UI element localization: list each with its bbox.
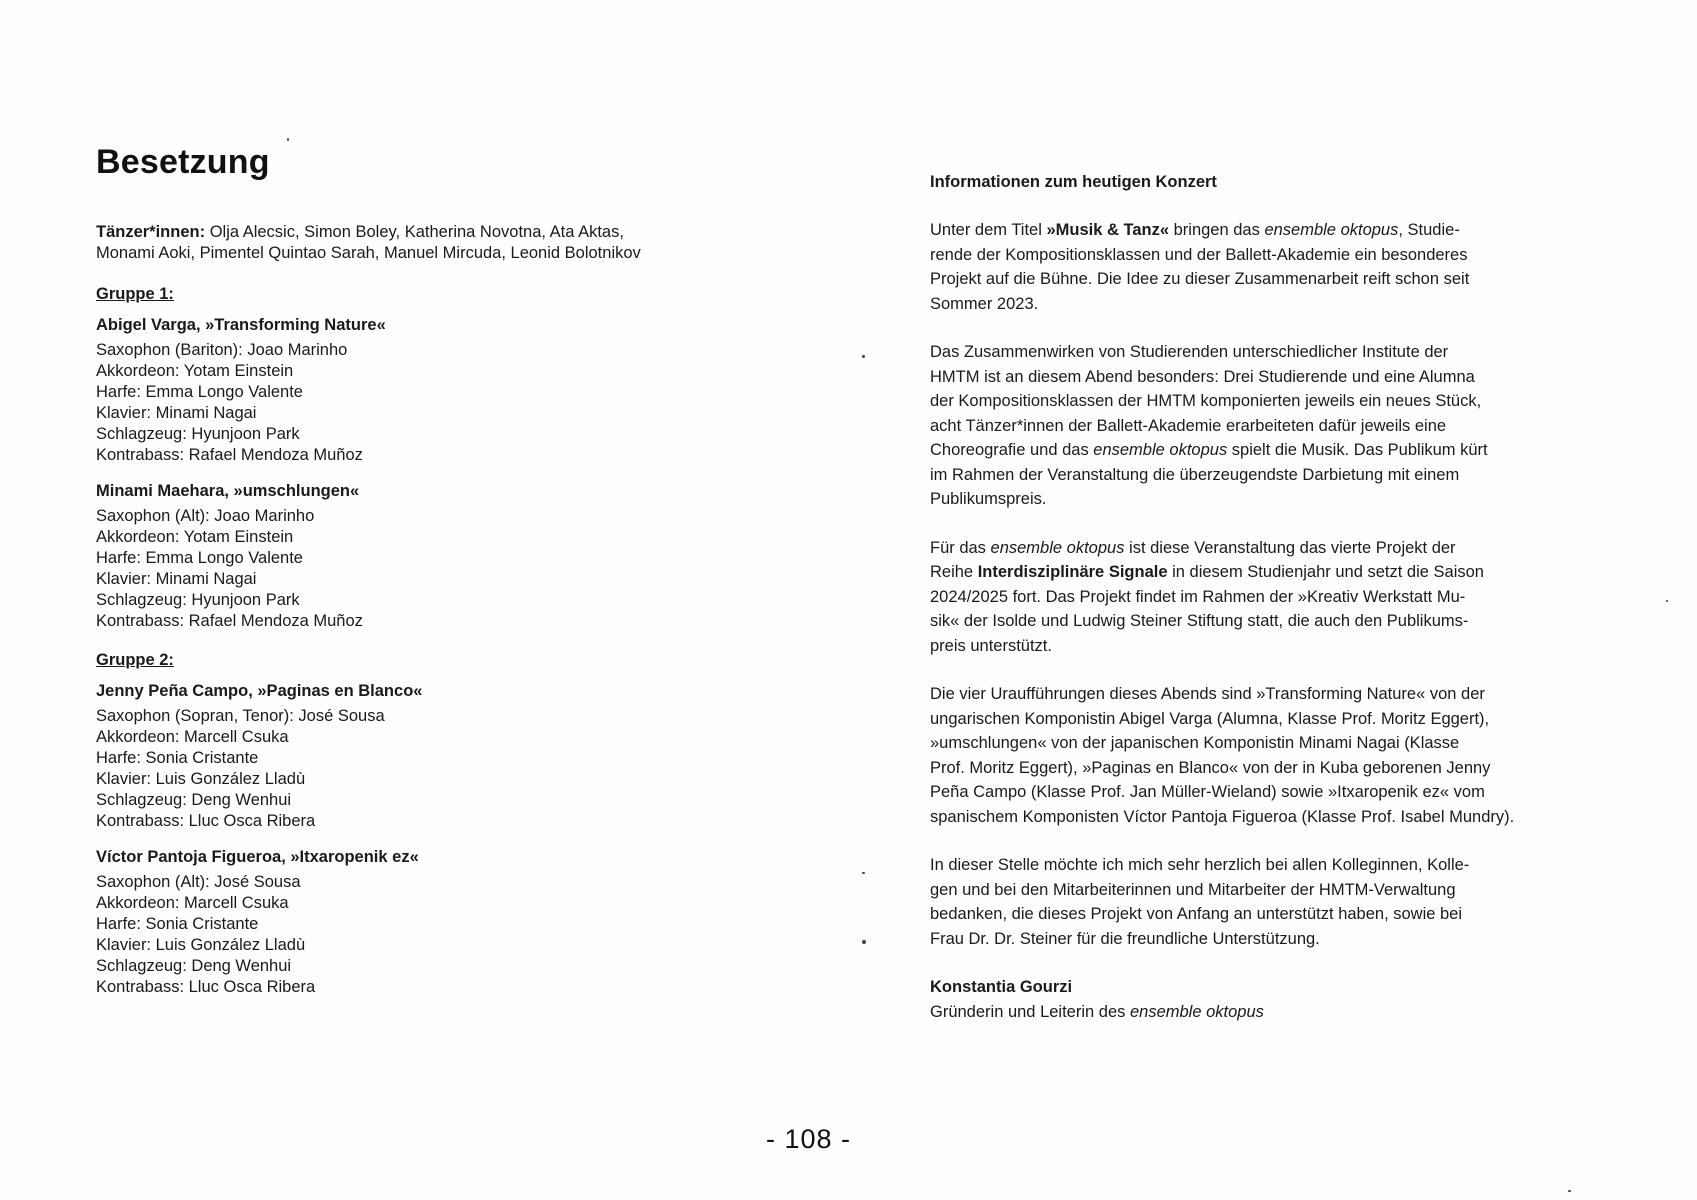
cast-line: Saxophon (Alt): José Sousa — [96, 873, 301, 891]
cast-line: Schlagzeug: Hyunjoon Park — [96, 425, 300, 443]
ensemble-name: ensemble oktopus — [1093, 441, 1228, 459]
cast-line: Harfe: Emma Longo Valente — [96, 383, 303, 401]
cast-line: Saxophon (Sopran, Tenor): José Sousa — [96, 707, 385, 725]
cast-line: Kontrabass: Rafael Mendoza Muñoz — [96, 612, 363, 630]
text-line: spanischem Komponisten Víctor Pantoja Figueroa (Klasse Prof. Isabel Mundry). — [930, 807, 1515, 826]
cast-line: Akkordeon: Yotam Einstein — [96, 528, 294, 546]
info-column — [930, 170, 1530, 1024]
text-line: im Rahmen der Veranstaltung die überzeugendste Darbietung mit einem — [930, 465, 1460, 484]
paragraph-series — [930, 536, 1530, 659]
signature-name: Konstantia Gourzi — [930, 978, 1073, 996]
scan-speck — [862, 355, 865, 358]
text-line: bedanken, die dieses Projekt von Anfang an unterstützt haben, sowie bei — [930, 905, 1463, 923]
group-label: Gruppe 1: — [96, 285, 174, 303]
text-line: preis unterstützt. — [930, 636, 1052, 655]
piece-title: Abigel Varga, »Transforming Nature« — [96, 316, 386, 334]
piece-block — [96, 681, 736, 832]
piece-title: Minami Maehara, »umschlungen« — [96, 482, 360, 500]
page-number: - 108 - — [765, 1124, 852, 1154]
dancers-list — [96, 222, 736, 264]
text-line: Das Zusammenwirken von Studierenden unterschiedlicher Institute der — [930, 343, 1449, 361]
text-line: ungarischen Komponistin Abigel Varga (Alumna, Klasse Prof. Moritz Eggert), — [930, 709, 1490, 728]
text-line: 2024/2025 fort. Das Projekt findet im Rahmen der »Kreativ Werkstatt Mu- — [930, 587, 1466, 606]
signature-role — [930, 1000, 1530, 1025]
text-line: Sommer 2023. — [930, 294, 1039, 313]
cast-line: Akkordeon: Yotam Einstein — [96, 362, 294, 380]
cast-line: Kontrabass: Lluc Osca Ribera — [96, 812, 316, 830]
scan-speck — [287, 138, 289, 141]
piece-title: Víctor Pantoja Figueroa, »Itxaropenik ez« — [96, 848, 419, 866]
text-line: rende der Kompositionsklassen und der Ballett-Akademie ein besonderes — [930, 245, 1468, 264]
ensemble-name: ensemble oktopus — [1264, 221, 1399, 239]
text: in diesem Studienjahr und setzt die Saison — [1167, 563, 1484, 581]
group-label: Gruppe 2: — [96, 651, 174, 669]
text: , Studie- — [1398, 221, 1460, 239]
scan-speck — [1666, 600, 1668, 602]
piece-block — [96, 481, 736, 632]
cast-line: Klavier: Minami Nagai — [96, 570, 257, 588]
text-line: Prof. Moritz Eggert), »Paginas en Blanco« von der in Kuba geborenen Jenny — [930, 758, 1491, 777]
scan-speck — [1568, 1190, 1571, 1192]
text-line: Publikumspreis. — [930, 490, 1047, 508]
page-title: Besetzung — [96, 143, 270, 181]
text: spielt die Musik. Das Publikum kürt — [1227, 441, 1488, 459]
cast-line: Schlagzeug: Deng Wenhui — [96, 791, 292, 809]
cast-line: Harfe: Emma Longo Valente — [96, 549, 303, 567]
cast-line: Akkordeon: Marcell Csuka — [96, 894, 289, 912]
scan-speck — [862, 872, 865, 874]
paragraph-collaboration — [930, 340, 1530, 512]
series-name: Interdisziplinäre Signale — [977, 563, 1168, 581]
text: Unter dem Titel — [930, 221, 1047, 239]
text: Für das — [930, 538, 991, 557]
text-line: Die vier Uraufführungen dieses Abends sind »Transforming Nature« von der — [930, 685, 1485, 703]
text: bringen das — [1169, 221, 1265, 239]
info-heading: Informationen zum heutigen Konzert — [930, 173, 1217, 191]
text-line: sik« der Isolde und Ludwig Steiner Stiftung statt, die auch den Publikums- — [930, 612, 1469, 630]
cast-line: Saxophon (Bariton): Joao Marinho — [96, 341, 348, 359]
paragraph-premieres — [930, 682, 1530, 829]
text-line: »umschlungen« von der japanischen Komponistin Minami Nagai (Klasse — [930, 734, 1460, 752]
cast-line: Saxophon (Alt): Joao Marinho — [96, 507, 315, 525]
cast-line: Klavier: Luis González Lladù — [96, 936, 306, 954]
piece-block — [96, 315, 736, 466]
bold-title: »Musik & Tanz« — [1046, 221, 1170, 239]
ensemble-name: ensemble oktopus — [990, 538, 1125, 557]
cast-line: Schlagzeug: Hyunjoon Park — [96, 591, 300, 609]
piece-block — [96, 847, 736, 998]
text-line: der Kompositionsklassen der HMTM komponierten jeweils ein neues Stück, — [930, 392, 1482, 410]
text-line: gen und bei den Mitarbeiterinnen und Mitarbeiter der HMTM-Verwaltung — [930, 880, 1456, 899]
text-line: acht Tänzer*innen der Ballett-Akademie erarbeiteten dafür jeweils eine — [930, 416, 1447, 435]
scan-speck — [862, 940, 866, 944]
paragraph-intro — [930, 218, 1530, 316]
text: Gründerin und Leiterin des — [930, 1002, 1130, 1021]
text-line: HMTM ist an diesem Abend besonders: Drei Studierende und eine Alumna — [930, 367, 1475, 386]
cast-line: Harfe: Sonia Cristante — [96, 749, 259, 767]
cast-line: Kontrabass: Rafael Mendoza Muñoz — [96, 446, 363, 464]
cast-line: Klavier: Luis González Lladù — [96, 770, 306, 788]
text: Choreografie und das — [930, 441, 1094, 459]
cast-line: Akkordeon: Marcell Csuka — [96, 728, 289, 746]
cast-line: Schlagzeug: Deng Wenhui — [96, 957, 292, 975]
piece-title: Jenny Peña Campo, »Paginas en Blanco« — [96, 682, 423, 700]
text-line: Projekt auf die Bühne. Die Idee zu dieser Zusammenarbeit reift schon seit — [930, 270, 1470, 288]
text: ist diese Veranstaltung das vierte Projekt der — [1124, 538, 1456, 557]
text: Reihe — [930, 563, 978, 581]
cast-line: Klavier: Minami Nagai — [96, 404, 257, 422]
cast-line: Harfe: Sonia Cristante — [96, 915, 259, 933]
dancers-names-line-2: Monami Aoki, Pimentel Quintao Sarah, Manuel Mircuda, Leonid Bolotnikov — [96, 244, 641, 262]
dancers-names-line-1: Olja Alecsic, Simon Boley, Katherina Novotna, Ata Aktas, — [205, 223, 624, 241]
dancers-label: Tänzer*innen: — [96, 223, 206, 241]
cast-line: Kontrabass: Lluc Osca Ribera — [96, 978, 316, 996]
paragraph-thanks — [930, 853, 1530, 951]
text-line: Peña Campo (Klasse Prof. Jan Müller-Wieland) sowie »Itxaropenik ez« vom — [930, 783, 1485, 801]
ensemble-name: ensemble oktopus — [1129, 1002, 1264, 1021]
text-line: In dieser Stelle möchte ich mich sehr herzlich bei allen Kolleginnen, Kolle- — [930, 856, 1470, 874]
cast-column — [96, 140, 736, 998]
text-line: Frau Dr. Dr. Steiner für die freundliche Unterstützung. — [930, 929, 1320, 948]
